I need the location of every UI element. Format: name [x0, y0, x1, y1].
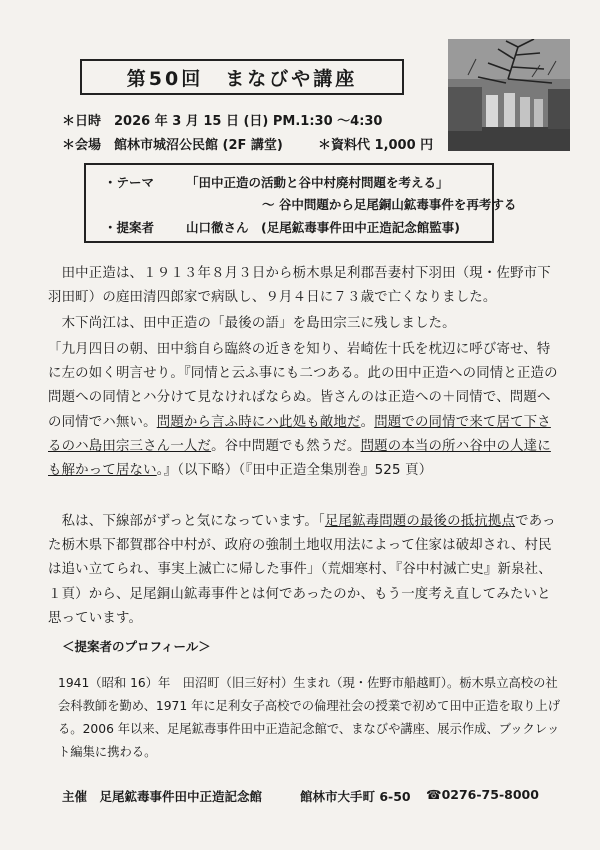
memorial-photo — [448, 39, 570, 151]
presenter-name: 山口徹さん (足尾鉱毒事件田中正造記念館監事) — [186, 220, 460, 235]
underlined-phrase-4: 足尾鉱毒問題の最後の抵抗拠点 — [324, 514, 516, 529]
paragraph-4-start: 私は、下線部がずっと気になっています。「 — [48, 514, 325, 529]
address: 館林市大手町 6-50 — [300, 789, 411, 804]
quote-text: 「九月四日の朝、田中翁自ら臨終の近きを知り、岩崎佐十氏を枕辺に呼び寄せ、特に左の如く明言せり。『同情と云ふ事にも二つある。此の田中正造への同情と正造の問題への同情とハ分けて見なければならぬ。皆さんのは正造への＋同情で、問題への同情でハ無い。 — [48, 342, 558, 430]
theme-title: 「田中正造の活動と谷中村廃村問題を考える」 — [186, 175, 449, 190]
underlined-phrase-2: 問題での同情で来て居て下さるのハ島田宗三さん一人だ — [48, 414, 551, 454]
theme-box — [84, 163, 517, 243]
event-venue: ＊会場 館林市城沼公民館 (2F 講堂) — [62, 138, 283, 153]
paragraph-4-end: であった栃木県下都賀郡谷中村が、政府の強制土地収用法によって住家は破却され、村民は追い立てられ、事実上滅亡に帰した事件」（荒畑寒村、『谷中村滅亡史』新泉社、１頁）から、足尾銅山鉱毒事件とは何であったのか、もう一度考え直してみたいと思っています。 — [48, 514, 556, 626]
event-title: 第50回 まなびや講座 — [80, 59, 404, 95]
underlined-phrase-3: 問題の本当の所ハ谷中の人達にも解かって居ない — [48, 438, 551, 479]
underlined-phrase-1: 問題から言ふ時にハ此処も敵地だ — [156, 414, 361, 430]
quote-citation: 。』（以下略）（『田中正造全集別巻』525 頁） — [156, 463, 433, 479]
phone-number: ☎0276-75-8000 — [426, 787, 539, 802]
theme-label: ・テーマ — [104, 175, 155, 190]
event-fee: ＊資料代 1,000 円 — [318, 138, 434, 153]
quote-paragraph — [48, 338, 560, 483]
event-datetime: ＊日時 2026 年 3 月 15 日 (日) PM.1:30 ～4:30 — [62, 114, 383, 129]
profile-heading: ＜提案者のプロフィール＞ — [62, 639, 211, 654]
theme-subtitle: ～ 谷中問題から足尾銅山鉱毒事件を再考する — [262, 197, 517, 212]
quote-text: 。 — [360, 414, 375, 430]
paragraph-1: 田中正造は、１９１３年８月３日から栃木県足利郡吾妻村下羽田（現・佐野市下羽田町）の庭田清四郎家で病臥し、９月４日に７３歳で亡くなりました。 — [48, 266, 551, 306]
organizer: 主催 足尾鉱毒事件田中正造記念館 — [62, 789, 263, 804]
paragraph-4 — [48, 510, 560, 631]
quote-text: 。谷中問題でも然うだ。 — [211, 438, 361, 454]
profile-text: 1941（昭和 16）年 田沼町（旧三好村）生まれ（現・佐野市船越町）。栃木県立高校の社会科教師を勤め、1971 年に足利女子高校での倫理社会の授業で初めて田中正造を取り上げる。2006 年以来、足尾鉱毒事件田中正造記念館で、まなびや講座、展示作成、ブックレット編集に携わる。 — [58, 676, 560, 759]
memorial-photo-graphic — [448, 39, 570, 151]
paragraph-2: 木下尚江は、田中正造の「最後の語」を島田宗三に残しました。 — [48, 316, 456, 331]
presenter-label: ・提案者 — [104, 220, 155, 235]
